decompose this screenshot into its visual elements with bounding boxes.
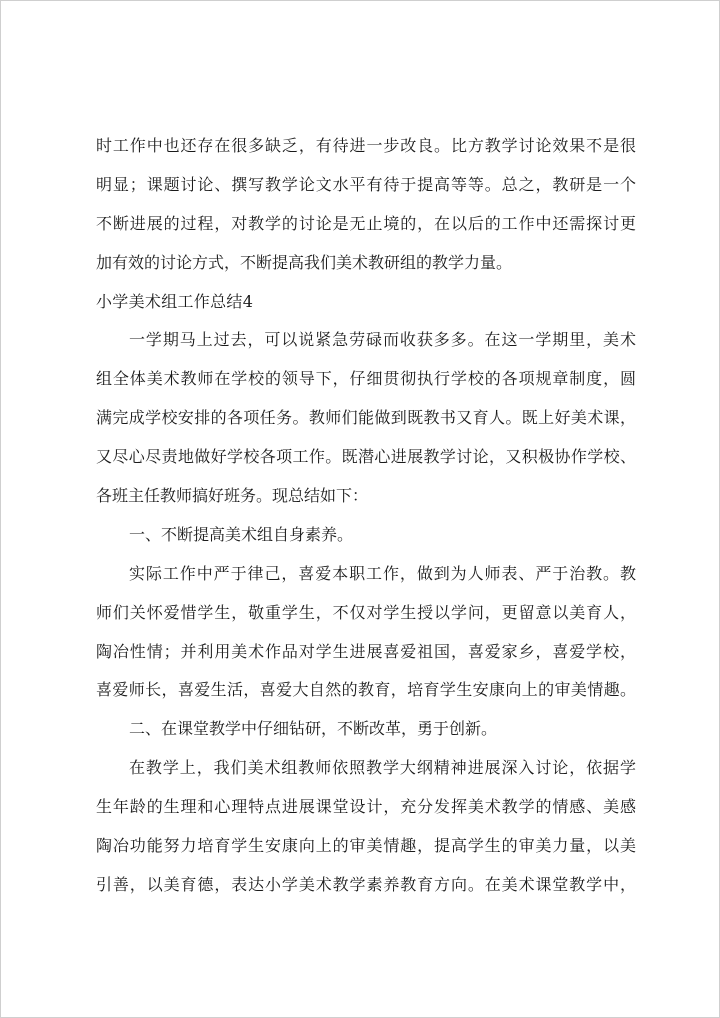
paragraph-line: 明显；课题讨论、撰写教学论文水平有待于提高等等。总之，教研是一个 <box>96 174 636 194</box>
paragraph-line: 陶冶性情；并利用美术作品对学生进展喜爱祖国，喜爱家乡，喜爱学校， <box>96 641 636 661</box>
paragraph-line: 各班主任教师搞好班务。现总结如下： <box>96 486 369 506</box>
paragraph-line: 引善，以美育德，表达小学美术教学素养教育方向。在美术课堂教学中， <box>96 874 636 894</box>
paragraph-line: 生年龄的生理和心理特点进展课堂设计，充分发挥美术教学的情感、美感 <box>96 797 636 817</box>
document-body <box>96 127 636 905</box>
paragraph-line: 喜爱师长，喜爱生活，喜爱大自然的教育，培育学生安康向上的审美情趣。 <box>96 680 636 700</box>
paragraph-line: 不断进展的过程，对教学的讨论是无止境的，在以后的工作中还需探讨更 <box>96 213 636 233</box>
paragraph-line: 加有效的讨论方式，不断提高我们美术教研组的教学力量。 <box>96 252 513 272</box>
paragraph-line: 实际工作中严于律己，喜爱本职工作，做到为人师表、严于治教。教 <box>129 563 636 583</box>
paragraph-line: 在教学上，我们美术组教师依照教学大纲精神进展深入讨论，依据学 <box>129 758 636 778</box>
subsection-heading: 一、不断提高美术组自身素养。 <box>129 524 354 544</box>
paragraph-line: 陶冶功能努力培育学生安康向上的审美情趣，提高学生的审美力量，以美 <box>96 836 636 856</box>
subsection-heading: 二、在课堂教学中仔细钻研，不断改革，勇于创新。 <box>129 719 498 739</box>
paragraph-line: 师们关怀爱惜学生，敬重学生，不仅对学生授以学问，更留意以美育人， <box>96 602 636 622</box>
paragraph-line: 又尽心尽责地做好学校各项工作。既潜心进展教学讨论，又积极协作学校、 <box>96 447 636 467</box>
paragraph-line: 满完成学校安排的各项任务。教师们能做到既教书又育人。既上好美术课， <box>96 408 636 428</box>
section-title: 小学美术组工作总结4 <box>96 291 254 311</box>
paragraph-line: 组全体美术教师在学校的领导下，仔细贯彻执行学校的各项规章制度，圆 <box>96 369 636 389</box>
paragraph-line: 一学期马上过去，可以说紧急劳碌而收获多多。在这一学期里，美术 <box>129 330 636 350</box>
paragraph-line: 时工作中也还存在很多缺乏，有待进一步改良。比方教学讨论效果不是很 <box>96 136 636 155</box>
